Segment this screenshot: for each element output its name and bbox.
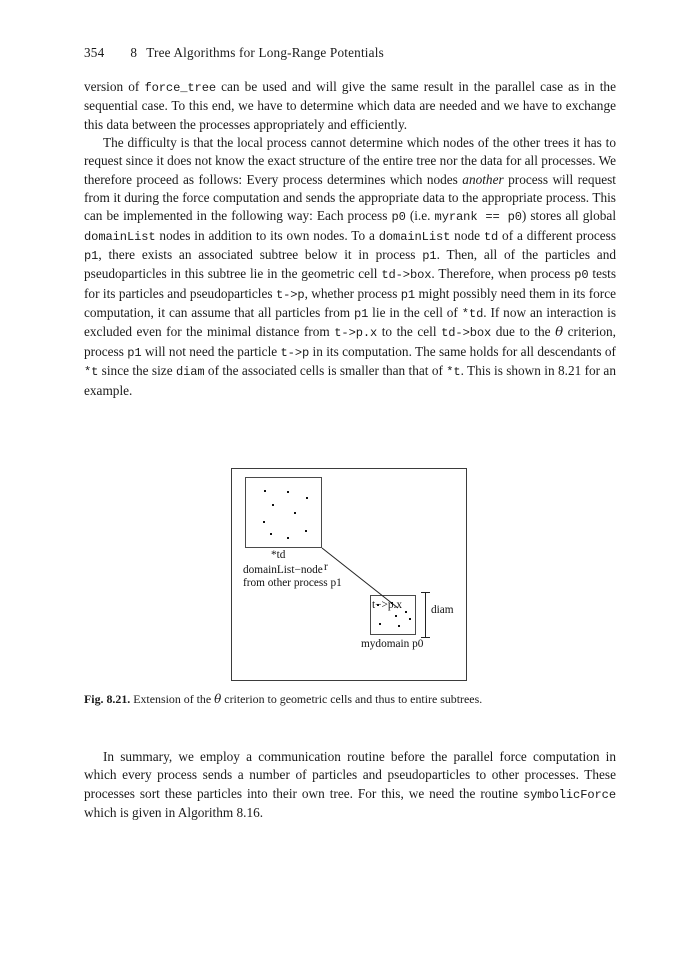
p2-mono-td: td — [483, 229, 499, 244]
p2-seg-2: process will request from it during the force computation and sends the appropriate data to the appropriate process. This can be implemented in the following way: Each process — [84, 171, 616, 224]
p2-seg-6: node — [450, 227, 484, 243]
p2-mono-td-box-a: td->box — [381, 268, 432, 283]
chapter-number: 8 — [130, 45, 138, 60]
p2-seg-16: to the cell — [377, 324, 442, 340]
caption-text-2: criterion to geometric cells and thus to entire subtrees. — [221, 692, 483, 706]
p2-seg-7: of a different process — [498, 227, 617, 243]
p2-mono-star-td: *td — [461, 307, 484, 322]
p2-mono-td-box-b: td->box — [441, 326, 492, 341]
p2-mono-myrank: myrank == p0 — [434, 210, 522, 225]
p2-mono-diam: diam — [175, 365, 205, 380]
p2-seg-21: since the size — [98, 363, 176, 379]
p2-seg-10: . Therefore, when process — [431, 266, 575, 282]
domainlist-line-1: domainList−node — [243, 564, 323, 576]
p2-seg-5: nodes in addition to its own nodes. To a — [155, 227, 379, 243]
p2-seg-22: of the associated cells is smaller than that of — [204, 363, 447, 379]
p1-seg-1: version of — [84, 79, 145, 94]
p2-mono-star-t-a: *t — [84, 365, 99, 380]
p2-mono-t-p-b: t->p — [280, 345, 310, 360]
p3-seg-2: which is given in Algorithm 8.16. — [84, 805, 264, 821]
p2-mono-t-p-x: t->p.x — [334, 326, 378, 341]
p2-mono-p1-d: p1 — [353, 307, 369, 322]
p3-mono-symbolicforce: symbolicForce — [522, 787, 616, 802]
figure-label-td: *td — [271, 549, 286, 561]
paragraph-3 — [84, 748, 616, 822]
page-number: 354 — [84, 45, 105, 60]
domainlist-line-2: from other process p1 — [243, 577, 342, 590]
p2-seg-18: criterion, process — [84, 324, 616, 359]
p1-seg-2: can be used and will give the same result in the parallel case as in the sequential case. To this end, we have to determine which data are needed and we have to exchange this data between the processes appropriately and efficiently. — [84, 79, 616, 132]
figure-8-21 — [231, 468, 467, 681]
p2-seg-20: in its computation. The same holds for all descendants of — [309, 343, 616, 359]
p2-theta-symbol: θ — [555, 325, 564, 341]
p2-seg-9: . Then, all of the particles and pseudoparticles in this subtree lie in the geometric cell — [84, 247, 617, 282]
p1-mono-force-tree: force_tree — [144, 81, 217, 95]
p2-seg-23: . This is shown in 8.21 for an example. — [84, 363, 616, 398]
running-head — [84, 45, 616, 61]
p2-seg-17: due to the — [491, 324, 556, 340]
p2-italic-another: another — [462, 171, 504, 187]
figure-caption — [84, 692, 616, 707]
figure-label-r: r — [324, 561, 328, 573]
p2-mono-t-p-a: t->p — [275, 287, 305, 302]
p2-mono-p1-e: p1 — [127, 345, 142, 360]
diam-measurement-bracket — [421, 592, 430, 638]
p2-seg-19: will not need the particle — [141, 343, 281, 359]
p2-seg-1: The difficulty is that the local process cannot determine which nodes of the other trees it has to request since it does not know the exact structure of the entire tree nor the data for all processes. We therefore proceed as follows: Every process determines which nodes — [84, 135, 616, 187]
p2-seg-11: tests for its particles and pseudoparticles — [84, 266, 617, 301]
caption-label: Fig. 8.21. — [84, 692, 131, 706]
p2-seg-15: . If now an interaction is excluded even for the minimal distance from — [84, 305, 617, 340]
p2-mono-p1-a: p1 — [84, 249, 99, 264]
p2-seg-3: (i.e. — [405, 208, 435, 224]
bracket-stem — [425, 592, 426, 638]
p3-seg-1: In summary, we employ a communication routine before the parallel force computation in which every process sends a number of particles and pseudoparticles to other processes. These processes sort these particles into their own tree. For this, we need the routine — [84, 749, 616, 801]
figure-label-t-p-x: t−>p.x — [372, 599, 403, 611]
p2-mono-domainlist-a: domainList — [84, 229, 156, 244]
p2-mono-domainlist-b: domainList — [378, 229, 451, 244]
bracket-cap-top — [421, 592, 430, 593]
p2-seg-12: , whether process — [304, 285, 401, 301]
figure-label-mydomain: mydomain p0 — [361, 638, 424, 650]
p2-mono-p0-b: p0 — [574, 268, 589, 283]
paragraph-2 — [84, 134, 616, 400]
p2-seg-4: ) stores all global — [521, 208, 617, 224]
paragraph-1 — [84, 78, 616, 134]
p2-mono-p1-b: p1 — [422, 249, 437, 264]
p2-mono-p0-a: p0 — [391, 210, 406, 225]
body-text-upper — [84, 78, 616, 400]
chapter-title: Tree Algorithms for Long-Range Potentials — [146, 45, 384, 60]
caption-text-1: Extension of the — [130, 692, 215, 706]
p2-seg-14: lie in the cell of — [368, 305, 462, 321]
caption-theta-symbol: θ — [214, 692, 222, 706]
body-text-lower — [84, 748, 616, 822]
p2-mono-p1-c: p1 — [400, 287, 416, 302]
p2-seg-13: might possibly need them in its force computation, it can assume that all particles from — [84, 285, 617, 321]
figure-label-diam: diam — [431, 604, 454, 616]
p2-mono-star-t-b: *t — [446, 365, 461, 380]
p2-seg-8: , there exists an associated subtree below it in process — [98, 247, 423, 263]
